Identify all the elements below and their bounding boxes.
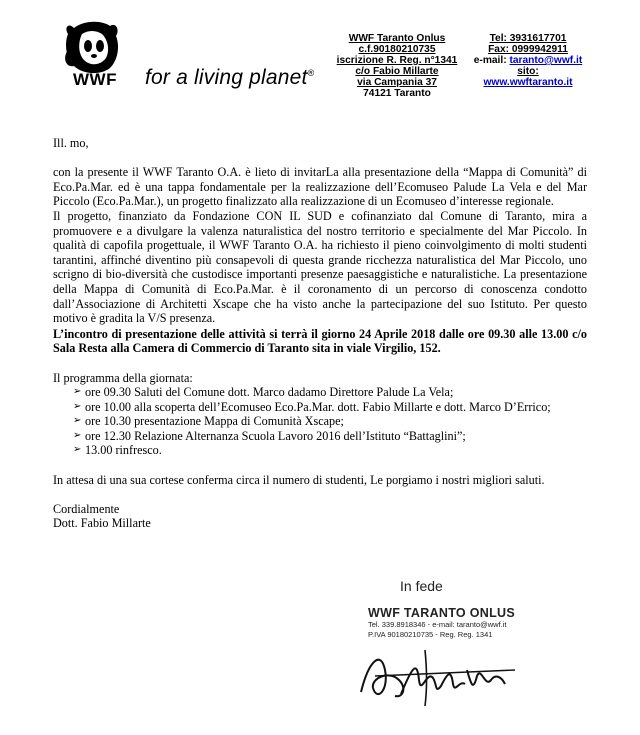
program-item xyxy=(53,429,587,444)
program-item-text: ore 10.30 presentazione Mappa di Comunità Xscape; xyxy=(85,414,344,429)
org-name: WWF Taranto Onlus xyxy=(348,33,446,44)
contact-email-row xyxy=(468,55,588,66)
salutation: Ill. mo, xyxy=(53,136,89,150)
program-item xyxy=(53,414,587,429)
program-item-text: ore 09.30 Saluti del Comune dott. Marco dadamo Direttore Palude La Vela; xyxy=(85,385,454,400)
arrow-bullet-icon: ➢ xyxy=(73,386,82,398)
org-city: 74121 Taranto xyxy=(363,88,431,99)
contact-info-block xyxy=(468,33,588,88)
closing-request: In attesa di una sua cortese conferma circa il numero di studenti, Le porgiamo i nostri migliori saluti. xyxy=(53,472,545,487)
contact-tel: Tel: 3931617701 xyxy=(489,33,567,44)
arrow-bullet-icon: ➢ xyxy=(73,429,82,441)
handwritten-signature xyxy=(355,640,525,710)
program-item xyxy=(53,385,587,400)
program-list xyxy=(53,385,587,458)
paragraph-project: Il progetto, finanziato da Fondazione CON IL SUD e cofinanziato dal Comune di Taranto, mira a promuovere e a divulgare la valenza naturalistica del nostro territorio e specialmente del Mar Piccolo. In qualità di capofila progettuale, il WWF Taranto O.A. ha richiesto il pieno coinvolgimento di molti studenti tarantini, affinché diventino più consapevoli di questa grande ricchezza naturalistica del Mar Piccolo, uno scrigno di bio-diversità che custodisce importanti presenze paesaggistiche e naturalistiche. La presentazione della Mappa di Comunità di Eco.Pa.Mar. è il coronamento di un percorso di conoscenza condotto dall’Associazione di Architetti Xscape che ha visto anche la partecipazione del suo Istituto. Per questo motivo è gradita la V/S presenza. xyxy=(53,208,587,326)
contact-fax: Fax: 0999942911 xyxy=(488,44,568,55)
website-link[interactable]: www.wwftaranto.it xyxy=(483,77,573,88)
program-title: Il programma della giornata: xyxy=(53,370,193,385)
wwf-logo-text: WWF xyxy=(73,70,117,89)
in-fede-label: In fede xyxy=(400,578,443,594)
program-item-text: 13.00 rinfresco. xyxy=(85,443,162,458)
stamp-name: WWF TARANTO ONLUS xyxy=(368,606,515,620)
org-registration: iscrizione R. Reg. n°1341 xyxy=(336,55,458,66)
email-label: e-mail: xyxy=(473,55,507,66)
program-item xyxy=(53,400,587,415)
arrow-bullet-icon: ➢ xyxy=(73,415,82,427)
closing: Cordialmente xyxy=(53,501,120,516)
arrow-bullet-icon: ➢ xyxy=(73,444,82,456)
wwf-panda-logo xyxy=(60,14,130,92)
email-link[interactable]: taranto@wwf.it xyxy=(509,55,583,66)
letter-body xyxy=(53,136,587,531)
program-item-text: ore 12.30 Relazione Alternanza Scuola Lavoro 2016 dell’Istituto “Battaglini”; xyxy=(85,428,466,443)
org-cf: c.f.90180210735 xyxy=(358,44,436,55)
slogan xyxy=(145,66,314,90)
site-label: sito: xyxy=(517,66,539,77)
event-details: L’incontro di presentazione delle attività si terrà il giorno 24 Aprile 2018 dalle ore 09.30 alle 13.00 c/o Sala Resta alla Camera di Commercio di Taranto sita in viale Virgilio, 152. xyxy=(53,326,587,356)
paragraph-intro: con la presente il WWF Taranto O.A. è lieto di invitarLa alla presentazione della “Mappa di Comunità” di Eco.Pa.Mar. ed è una tappa fondamentale per la realizzazione dell’Ecomuseo Palude La Vela e del Mar Piccolo (Eco.Pa.Mar.), un progetto finalizzato alla realizzazione di un Ecomuseo d’interesse regionale. xyxy=(53,165,587,209)
program-item-text: ore 10.00 alla scoperta dell’Ecomuseo Eco.Pa.Mar. dott. Fabio Millarte e dott. Marco D’Errico; xyxy=(85,399,551,414)
stamp-line2: P.IVA 90180210735 - Reg. Reg. 1341 xyxy=(368,630,493,639)
organization-stamp xyxy=(368,606,528,640)
slogan-mark: ® xyxy=(307,68,315,78)
stamp-line1: Tel. 339.8918346 - e-mail: taranto@wwf.it xyxy=(368,620,507,629)
org-info-block xyxy=(332,33,462,99)
org-street: via Campania 37 xyxy=(357,77,437,88)
slogan-text: for a living planet xyxy=(145,66,308,89)
org-care-of: c/o Fabio Millarte xyxy=(355,66,439,77)
arrow-bullet-icon: ➢ xyxy=(73,400,82,412)
signer-name: Dott. Fabio Millarte xyxy=(53,516,151,531)
program-item xyxy=(53,443,587,458)
